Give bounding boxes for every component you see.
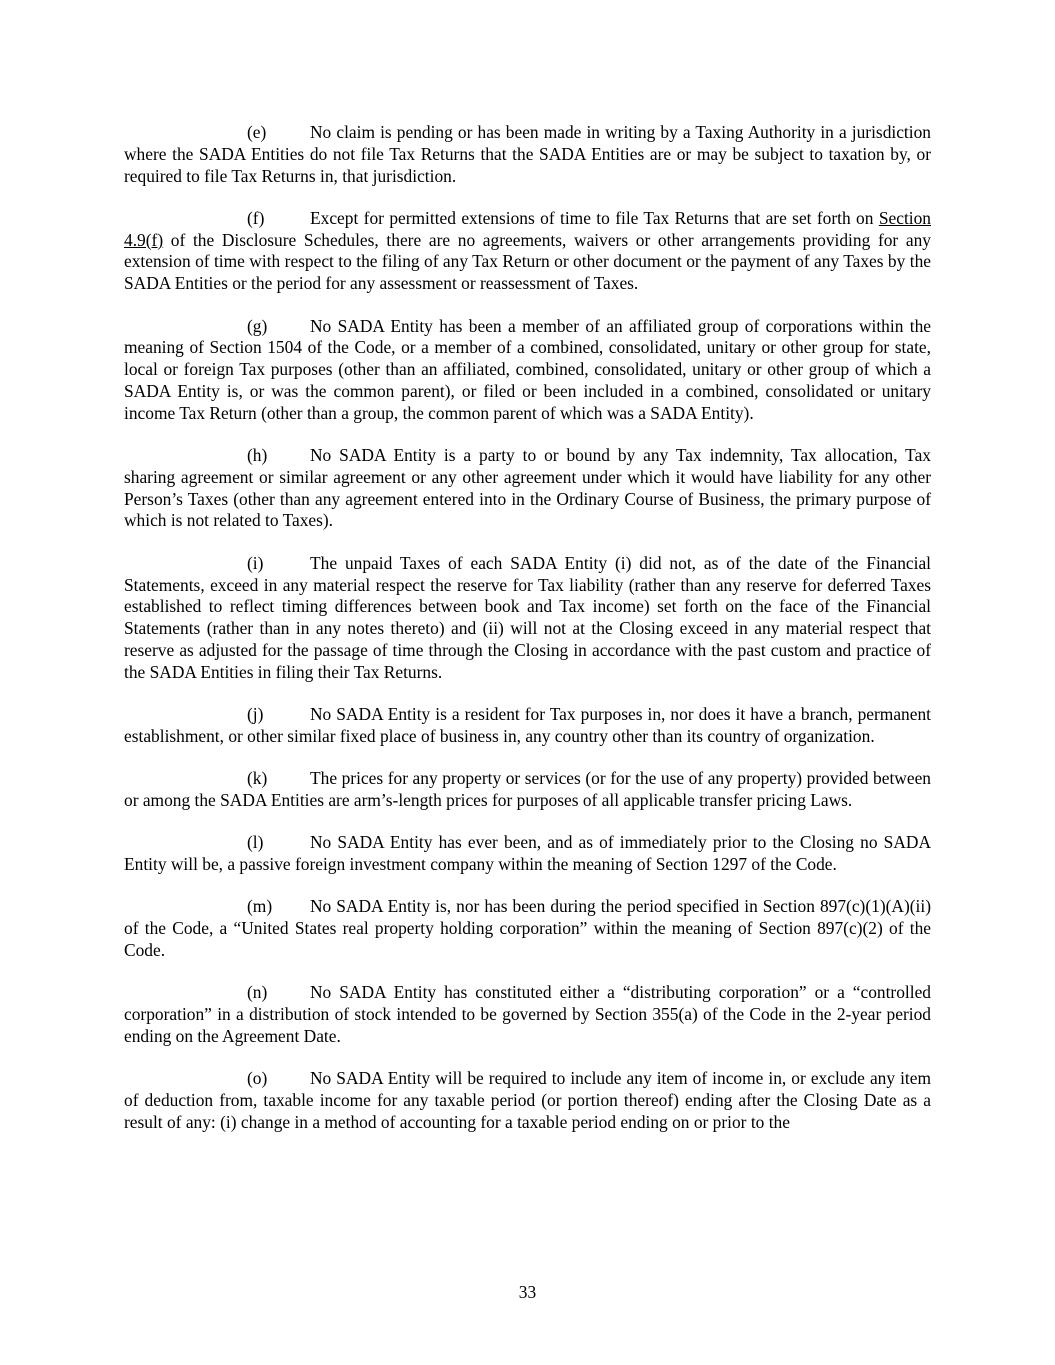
section-reference: Section 4.9(f) [124, 207, 931, 250]
paragraph-text: The unpaid Taxes of each SADA Entity (i) did not, as of the date of the Financial Statements, exceed in any material respect the reserve for Tax liability (rather than any reserve for deferred Taxes established to reflect timing differences between book and Tax income) set forth on the face of the Financial Statements (rather than in any notes thereto) and (ii) will not at the Closing exceed in any material respect that reserve as adjusted for the passage of time through the Closing in accordance with the past custom and practice of the SADA Entities in filing their Tax Returns. [124, 552, 931, 682]
paragraph-text: No SADA Entity has been a member of an affiliated group of corporations within the meaning of Section 1504 of the Code, or a member of a combined, consolidated, unitary or other group for state, local or foreign Tax purposes (other than an affiliated, combined, consolidated, unitary or other group of which a SADA Entity is, or was the common parent), or filed or been included in a combined, consolidated or unitary income Tax Return (other than a group, the common parent of which was a SADA Entity). [124, 315, 931, 423]
paragraph-label: (e) [247, 122, 267, 142]
paragraph-text: No SADA Entity will be required to include any item of income in, or exclude any item of deduction from, taxable income for any taxable period (or portion thereof) ending after the Closing Date as a result of any: (i) change in a method of accounting for a taxable period ending on or prior to the [124, 1068, 931, 1132]
paragraph-label: (j) [247, 704, 264, 725]
paragraph-n [124, 982, 931, 1047]
paragraph-text: The prices for any property or services (or for the use of any property) provided between or among the SADA Entities are arm’s-length prices for purposes of all applicable transfer pricing Laws. [124, 768, 931, 810]
paragraph-label: (g) [247, 315, 268, 336]
paragraph-label: (o) [247, 1068, 268, 1089]
paragraph-text: No SADA Entity is a party to or bound by any Tax indemnity, Tax allocation, Tax sharing agreement or similar agreement or any other agreement under which it would have liability for any other Person’s Taxes (other than any agreement entered into in the Ordinary Course of Business, the primary purpose of which is not related to Taxes). [124, 445, 931, 531]
paragraph-text: of the Disclosure Schedules, there are no agreements, waivers or other arrangements providing for any extension of time with respect to the filing of any Tax Return or other document or the payment of any Taxes by the SADA Entities or the period for any assessment or reassessment of Taxes. [124, 229, 931, 294]
paragraph-e [124, 122, 931, 187]
paragraph-h [124, 445, 931, 532]
paragraph-o [124, 1068, 931, 1133]
paragraph-j [124, 704, 931, 748]
paragraph-label: (i) [247, 552, 264, 573]
paragraph-g [124, 316, 931, 425]
paragraph-f [124, 208, 931, 295]
paragraph-text: No SADA Entity has ever been, and as of immediately prior to the Closing no SADA Entity will be, a passive foreign investment company within the meaning of Section 1297 of the Code. [124, 832, 931, 875]
paragraph-text: Except for permitted extensions of time to file Tax Returns that are set forth on [310, 207, 879, 228]
paragraph-k [124, 768, 931, 812]
paragraph-l [124, 832, 931, 876]
paragraph-text: No claim is pending or has been made in writing by a Taxing Authority in a jurisdiction where the SADA Entities do not file Tax Returns that the SADA Entities are or may be subject to taxation by, or required to file Tax Returns in, that jurisdiction. [124, 122, 931, 186]
paragraph-text: No SADA Entity is a resident for Tax purposes in, nor does it have a branch, permanent establishment, or other similar fixed place of business in, any country other than its country of organization. [124, 704, 931, 746]
paragraph-text: No SADA Entity has constituted either a “distributing corporation” or a “controlled corporation” in a distribution of stock intended to be governed by Section 355(a) of the Code in the 2-year period ending on the Agreement Date. [124, 982, 931, 1046]
paragraph-label: (n) [247, 982, 268, 1003]
paragraph-label: (h) [247, 445, 268, 466]
document-body [124, 122, 931, 1154]
paragraph-i [124, 553, 931, 684]
paragraph-label: (m) [247, 896, 273, 917]
paragraph-m [124, 896, 931, 961]
paragraph-label: (f) [247, 207, 265, 228]
page-number: 33 [518, 1282, 537, 1302]
paragraph-text: No SADA Entity is, nor has been during the period specified in Section 897(c)(1)(A)(ii) of the Code, a “United States real property holding corporation” within the meaning of Section 897(c)(2) of the Code. [124, 896, 931, 960]
paragraph-label: (l) [247, 832, 264, 853]
paragraph-label: (k) [247, 768, 268, 789]
